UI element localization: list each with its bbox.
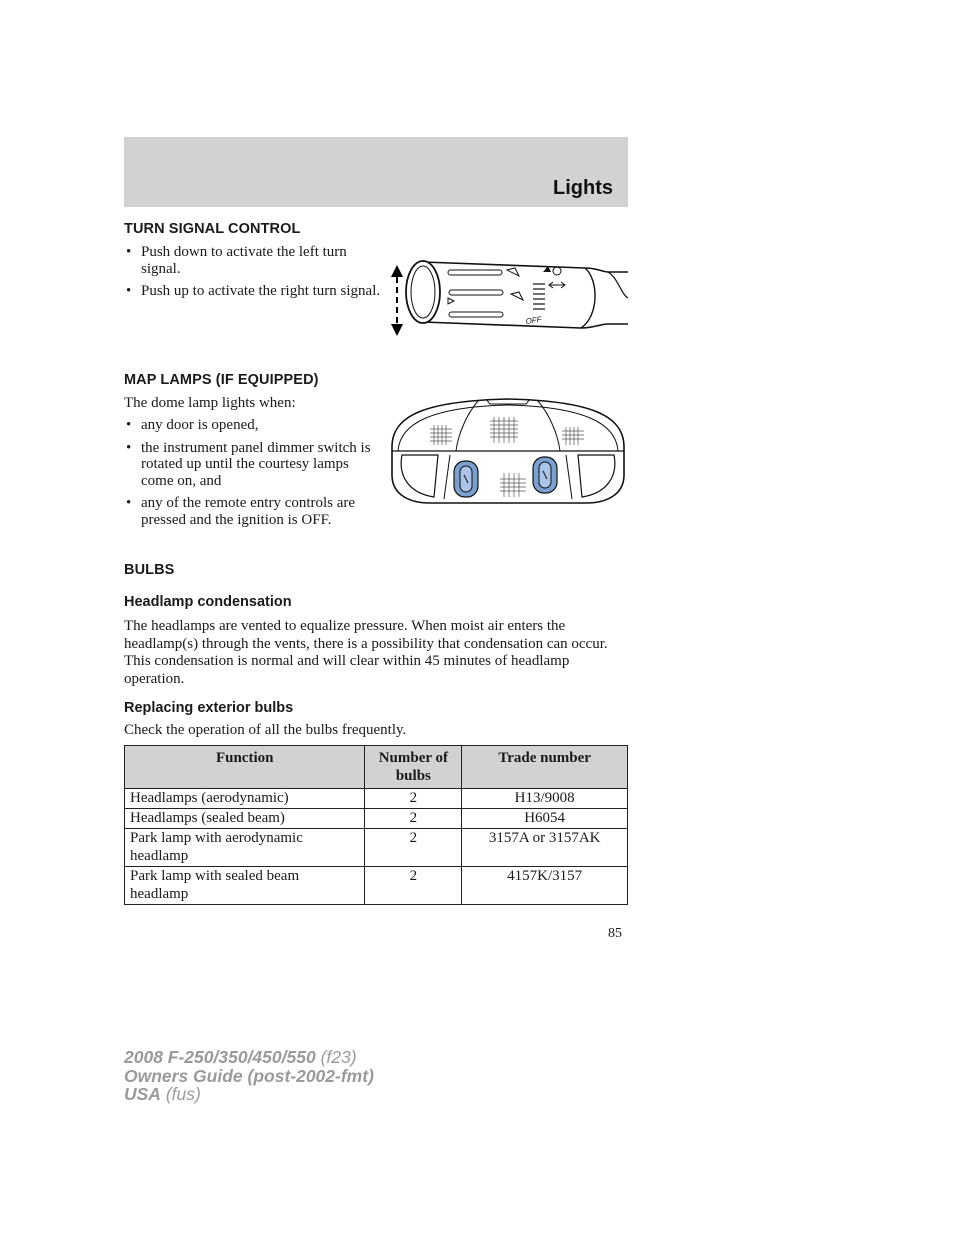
headlamp-condensation-subheading: Headlamp condensation [124,594,292,610]
map-lamps-intro: The dome lamp lights when: [124,395,296,411]
footer-model-code: (f23) [315,1047,357,1067]
map-lamps-bullets [124,417,374,534]
section-header-band [124,137,628,207]
map-lamp-illustration [386,395,630,507]
wiper-icon [507,268,519,276]
map-lamp-switch-right [533,457,557,493]
table-cell-trade-number: 4157K/3157 [462,867,628,905]
document-footer [124,1048,374,1104]
table-cell-function: Headlamps (aerodynamic) [125,789,365,809]
footer-line-2 [124,1067,374,1086]
map-lamp-switch-left [454,461,478,497]
wiper-icon [511,292,523,300]
table-row [125,789,628,809]
bulb-table [124,745,628,905]
footer-line-3 [124,1085,374,1104]
turn-arrows-icon [549,282,565,288]
table-cell-trade-number: H6054 [462,809,628,829]
table-row [125,829,628,867]
table-cell-function: Headlamps (sealed beam) [125,809,365,829]
footer-market-code: (fus) [160,1084,201,1104]
list-item: • the instrument panel dimmer switch is rotated up until the courtesy lamps come on, and [124,440,374,490]
table-cell-function: Park lamp with aerodynamic headlamp [125,829,365,867]
footer-guide-title: Owners Guide (post-2002-fmt) [124,1065,374,1086]
section-title: Lights [553,177,613,199]
bulbs-heading: BULBS [124,562,175,578]
map-lamps-heading: MAP LAMPS (IF EQUIPPED) [124,372,319,388]
column-header-function: Function [125,746,365,789]
headlamp-condensation-text: The headlamps are vented to equalize pressure. When moist air enters the headlamp(s) through the vents, there is a possibility that condensation can occur. This condensation is normal and will clear within 45 minutes of headlamp operation. [124,618,608,687]
footer-model: 2008 F-250/350/450/550 [124,1047,316,1067]
table-cell-count: 2 [365,829,462,867]
table-row [125,867,628,905]
list-item: • Push up to activate the right turn signal. [124,283,386,300]
table-header-row [125,746,628,789]
turn-signal-heading: TURN SIGNAL CONTROL [124,221,301,237]
table-cell-count: 2 [365,809,462,829]
table-cell-function: Park lamp with sealed beam headlamp [125,867,365,905]
column-header-trade-number: Trade number [462,746,628,789]
washer-icon [553,267,561,275]
table-cell-trade-number: H13/9008 [462,789,628,809]
footer-market: USA [124,1084,161,1104]
replacing-bulbs-subheading: Replacing exterior bulbs [124,700,294,716]
table-cell-trade-number: 3157A or 3157AK [462,829,628,867]
up-down-arrow-icon [391,265,403,336]
turn-signal-stalk-illustration [385,258,631,340]
column-header-number-of-bulbs: Number of bulbs [365,746,462,789]
list-item: • any door is opened, [124,417,374,434]
table-cell-count: 2 [365,867,462,905]
footer-line-1 [124,1048,374,1067]
table-row [125,809,628,829]
replacing-bulbs-text: Check the operation of all the bulbs frequently. [124,722,407,738]
table-cell-count: 2 [365,789,462,809]
play-icon [448,298,454,304]
list-item: • Push down to activate the left turn signal. [124,244,386,277]
page-number: 85 [608,926,622,941]
list-item: • any of the remote entry controls are pressed and the ignition is OFF. [124,495,374,528]
stalk-off-label: OFF [525,314,543,326]
turn-signal-bullets [124,244,386,306]
